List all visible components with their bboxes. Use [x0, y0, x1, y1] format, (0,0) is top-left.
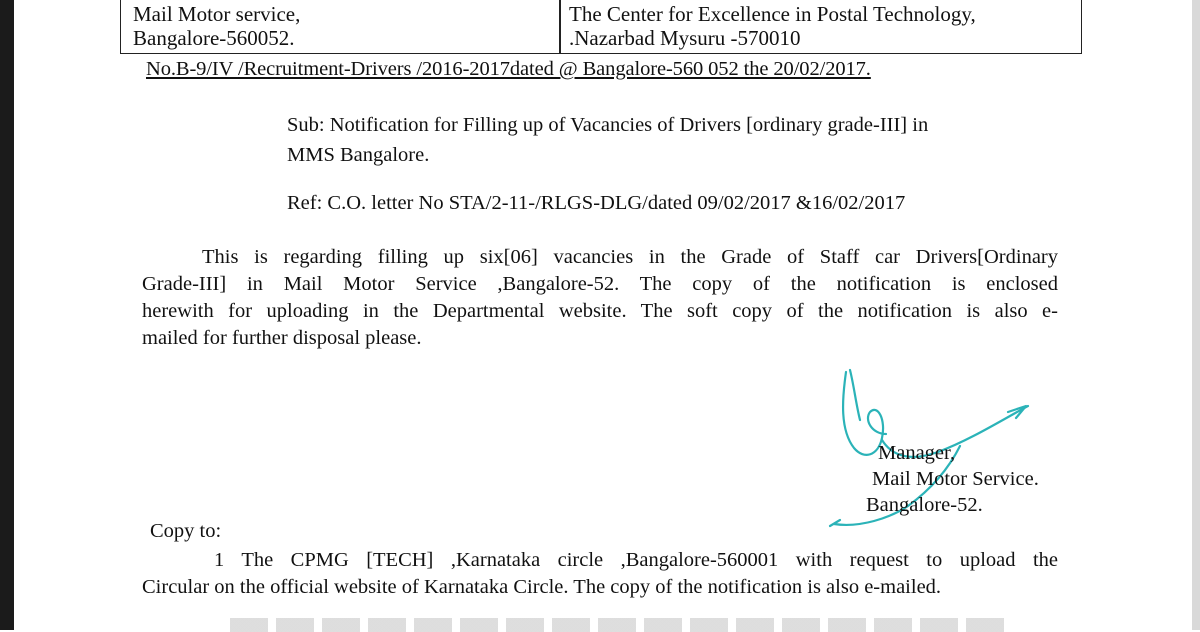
signoff-organization: Mail Motor Service. — [872, 468, 1039, 490]
copy-to-label: Copy to: — [150, 520, 222, 542]
body-line: herewith for uploading in the Departmental website. The soft copy of the notification is also e- — [142, 300, 1058, 322]
sender-address-line: Bangalore-560052. — [133, 26, 295, 50]
body-paragraph — [142, 244, 1058, 352]
scan-right-edge — [1192, 0, 1200, 630]
sender-address — [133, 2, 300, 50]
subject-block — [287, 110, 1057, 170]
body-line: This is regarding filling up six[06] vacancies in the Grade of Staff car Drivers[Ordinary — [202, 246, 1058, 268]
signoff-title: Manager, — [878, 442, 956, 464]
copy-to-paragraph — [142, 547, 1058, 601]
signoff-city: Bangalore-52. — [866, 494, 983, 516]
reference-letter: Ref: C.O. letter No STA/2-11-/RLGS-DLG/dated 09/02/2017 &16/02/2017 — [287, 192, 906, 214]
sender-address-line: Mail Motor service, — [133, 2, 301, 26]
subject-line: MMS Bangalore. — [287, 144, 430, 166]
recipient-address-line: The Center for Excellence in Postal Technology, — [569, 2, 976, 26]
signoff-block — [864, 440, 1039, 518]
copy-to-line: 1 The CPMG [TECH] ,Karnataka circle ,Bangalore-560001 with request to upload the — [214, 549, 1058, 571]
body-line: mailed for further disposal please. — [142, 327, 422, 349]
scan-left-edge — [0, 0, 14, 630]
recipient-address-line: .Nazarbad Mysuru -570010 — [569, 26, 801, 50]
body-line: Grade-III] in Mail Motor Service ,Bangalore-52. The copy of the notification is enclosed — [142, 273, 1058, 295]
reference-number: No.B-9/IV /Recruitment-Drivers /2016-2017dated @ Bangalore-560 052 the 20/02/2017. — [146, 58, 871, 80]
subject-line: Sub: Notification for Filling up of Vacancies of Drivers [ordinary grade-III] in — [287, 114, 929, 136]
address-table — [120, 0, 1082, 54]
copy-to-line: Circular on the official website of Karnataka Circle. The copy of the notification is also e-mailed. — [142, 576, 942, 598]
recipient-address — [569, 2, 976, 50]
address-table-divider — [559, 0, 561, 53]
